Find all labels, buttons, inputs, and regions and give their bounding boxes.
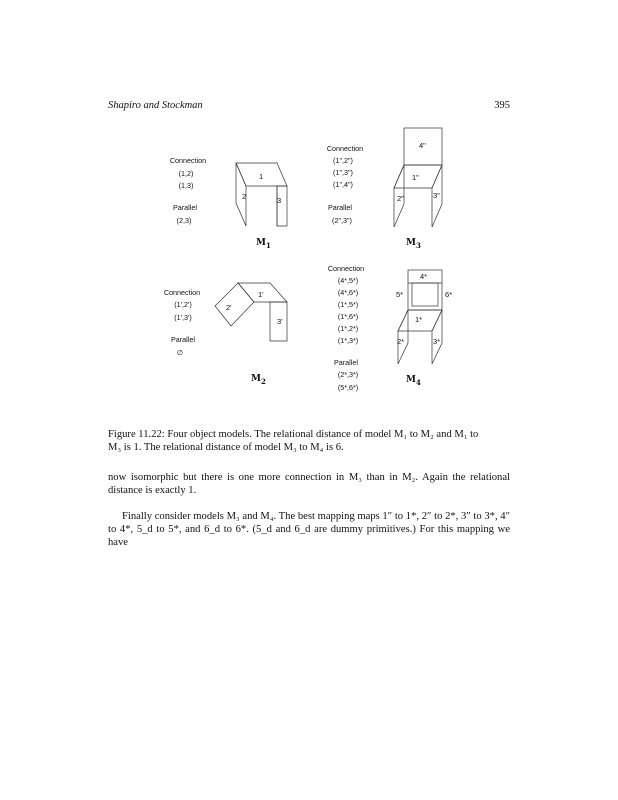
m3-connection-item: (1",4") [333,180,353,189]
m4-connection-item: (1*,6*) [337,312,359,321]
model-m3-drawing [394,128,442,227]
m1-connection-item: (1,3) [178,181,194,190]
m2-connection-item: (1',3') [174,313,192,322]
m1-part-2: 2 [242,192,247,201]
m1-label: $M_1$ [256,238,271,250]
running-header-authors: Shapiro and Stockman [108,100,203,111]
m4-part-6: 6* [445,290,453,299]
m4-label: $M_4$ [406,375,421,387]
paragraph-1: now isomorphic but there is one more connection in M₃ than in M₂. Again the relational distance is exactly 1. [108,472,510,497]
m4-part-2: 2* [397,337,405,346]
m4-connection-item: (1*,5*) [337,300,359,309]
m2-parallel-title: Parallel [171,335,195,344]
m2-parallel-item: ∅ [176,348,184,357]
m4-connection-item: (1*,2*) [337,324,359,333]
m3-parallel-item: (2",3") [332,216,352,225]
m3-part-2: 2" [397,194,404,203]
figure-caption [108,428,510,454]
m4-back-inner [412,283,438,306]
m2-side-2 [215,283,254,326]
m3-part-3: 3" [433,191,440,200]
model-m2-drawing [215,283,287,341]
m3-connection-item: (1",3") [333,168,353,177]
m1-connection-item: (1,2) [178,169,194,178]
m3-connection-title: Connection [326,144,364,153]
m4-parallel-title: Parallel [334,358,358,367]
m4-part-3: 3* [433,337,441,346]
model-m1-drawing [236,163,287,226]
m2-label: $M_2$ [251,374,266,386]
paragraph-2: Finally consider models M₃ and M₄. The best mapping maps 1″ to 1*, 2″ to 2*, 3″ to 3*, 4″ to 4*, 5_d to 5*, and 6_d to 6*. (5_d and 6_d are dummy primitives.) For this mapping we have [108,511,510,549]
m3-part-1: 1" [412,173,419,182]
page-number: 395 [494,100,510,111]
m4-connection-item: (4*,6*) [337,288,359,297]
m4-parallel-item: (2*,3*) [337,370,359,379]
m4-part-1: 1* [415,315,423,324]
m2-part-2: 2' [226,303,232,312]
m4-part-5: 5* [396,290,404,299]
m3-parallel-title: Parallel [328,203,352,212]
m2-connection-title: Connection [163,288,201,297]
m1-parallel-item: (2,3) [176,216,192,225]
caption-line-2: M₃ is 1. The relational distance of model M₃ to M₄ is 6. [108,442,344,454]
m4-connection-title: Connection [327,264,365,273]
caption-line-1: Figure 11.22: Four object models. The relational distance of model M₁ to M₂ and M₁ to [108,429,479,440]
m4-connection-item: (1*,3*) [337,336,359,345]
m4-part-4: 4* [420,272,428,281]
m1-parallel-title: Parallel [173,203,197,212]
m2-part-3: 3' [277,317,283,326]
model-m4-drawing [396,270,452,364]
m3-label: $M_3$ [406,238,421,250]
m3-part-4: 4" [419,141,426,150]
m3-connection-item: (1",2") [333,156,353,165]
m1-part-3: 3 [277,196,282,205]
m2-connection-item: (1',2') [174,300,192,309]
m2-part-1: 1' [258,290,264,299]
m1-leg-3 [277,186,287,226]
m4-parallel-item: (5*,6*) [337,383,359,392]
m1-part-1: 1 [259,172,264,181]
m4-connection-item: (4*,5*) [337,276,359,285]
m1-connection-title: Connection [169,156,207,165]
